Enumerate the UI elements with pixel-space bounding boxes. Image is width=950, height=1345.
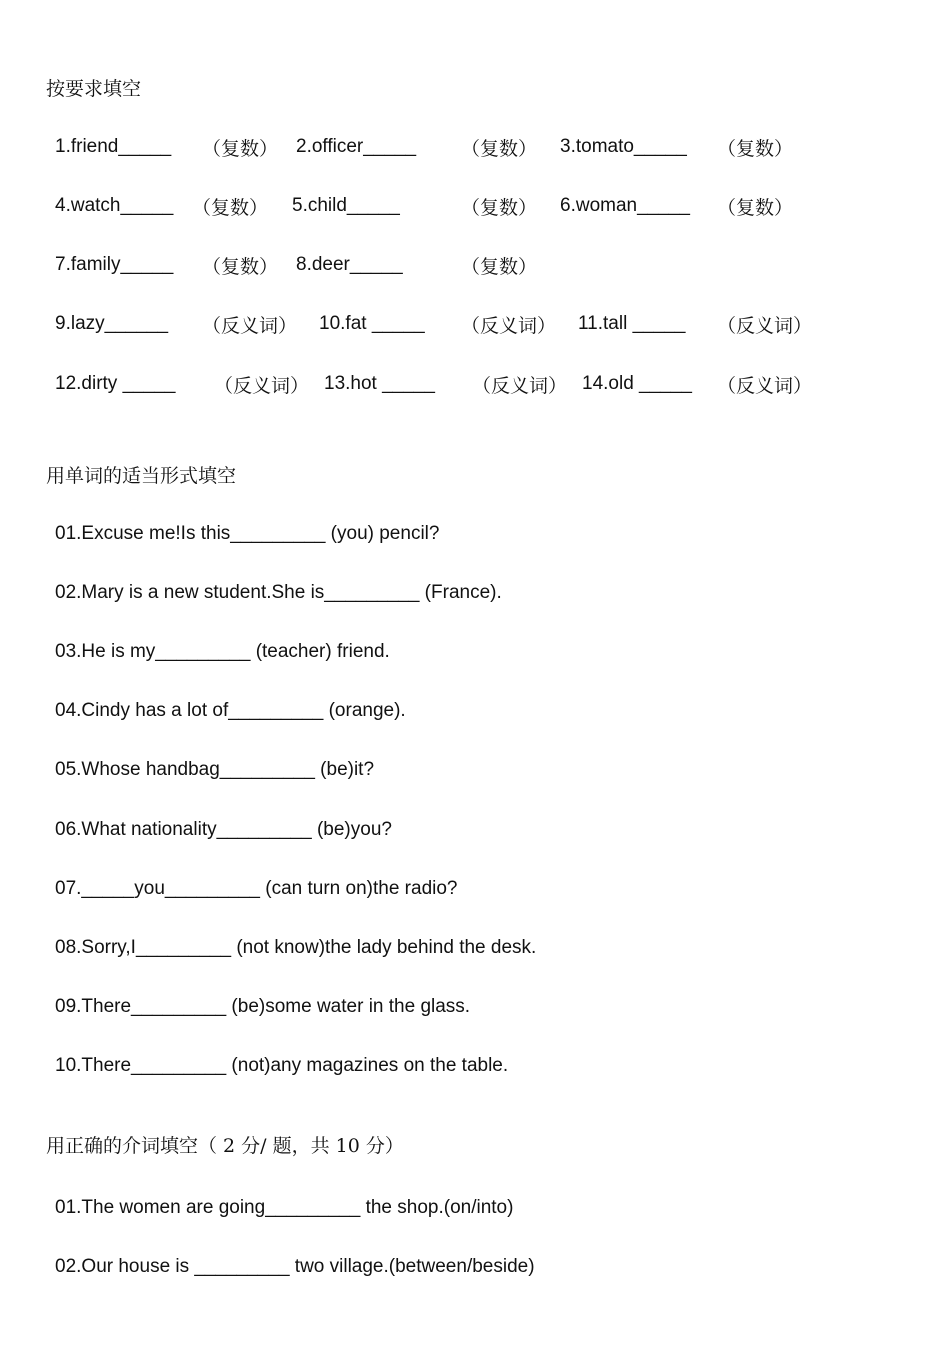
item-11-text: 11.tall _____ bbox=[578, 313, 686, 334]
section2-line-02: 02.Mary is a new student.She is_________ (France). bbox=[55, 582, 502, 603]
section2-line-07: 07._____you_________ (can turn on)the radio? bbox=[55, 878, 458, 899]
item-6-text: 6.woman_____ bbox=[560, 195, 690, 216]
item-10-tag: （反义词） bbox=[461, 315, 557, 337]
section2-line-05: 05.Whose handbag_________ (be)it? bbox=[55, 759, 375, 780]
item-1-tag: （复数） bbox=[202, 138, 279, 160]
item-7-text: 7.family_____ bbox=[55, 254, 174, 275]
item-14-tag: （反义词） bbox=[717, 375, 813, 397]
item-3-text: 3.tomato_____ bbox=[560, 136, 687, 157]
item-12-text: 12.dirty _____ bbox=[55, 373, 176, 394]
item-7-tag: （复数） bbox=[202, 256, 279, 278]
item-9-text: 9.lazy______ bbox=[55, 313, 169, 334]
item-1-text: 1.friend_____ bbox=[55, 136, 172, 157]
section3-heading: 用正确的介词填空（ 2 分/ 题，共 10 分） bbox=[46, 1135, 404, 1157]
section2-line-01: 01.Excuse me!Is this_________ (you) pencil? bbox=[55, 523, 440, 544]
section3-line-02: 02.Our house is _________ two village.(between/beside) bbox=[55, 1256, 535, 1277]
section2-line-04: 04.Cindy has a lot of_________ (orange). bbox=[55, 700, 406, 721]
section2-line-06: 06.What nationality_________ (be)you? bbox=[55, 819, 392, 840]
item-10-text: 10.fat _____ bbox=[319, 313, 425, 334]
item-4-tag: （复数） bbox=[192, 197, 269, 219]
item-13-tag: （反义词） bbox=[472, 375, 568, 397]
section2-line-09: 09.There_________ (be)some water in the glass. bbox=[55, 996, 471, 1017]
item-4-text: 4.watch_____ bbox=[55, 195, 174, 216]
item-9-tag: （反义词） bbox=[202, 315, 298, 337]
item-2-tag: （复数） bbox=[461, 138, 538, 160]
item-11-tag: （反义词） bbox=[717, 315, 813, 337]
item-3-tag: （复数） bbox=[717, 138, 794, 160]
item-12-tag: （反义词） bbox=[214, 375, 310, 397]
section2-line-08: 08.Sorry,I_________ (not know)the lady behind the desk. bbox=[55, 937, 537, 958]
section3-line-01: 01.The women are going_________ the shop.(on/into) bbox=[55, 1197, 514, 1218]
item-8-tag: （复数） bbox=[461, 256, 538, 278]
section2-line-03: 03.He is my_________ (teacher) friend. bbox=[55, 641, 390, 662]
item-6-tag: （复数） bbox=[717, 197, 794, 219]
item-2-text: 2.officer_____ bbox=[296, 136, 417, 157]
item-14-text: 14.old _____ bbox=[582, 373, 692, 394]
item-8-text: 8.deer_____ bbox=[296, 254, 403, 275]
item-13-text: 13.hot _____ bbox=[324, 373, 435, 394]
section2-line-10: 10.There_________ (not)any magazines on the table. bbox=[55, 1055, 509, 1076]
section2-heading: 用单词的适当形式填空 bbox=[46, 465, 237, 487]
item-5-tag: （复数） bbox=[461, 197, 538, 219]
item-5-text: 5.child_____ bbox=[292, 195, 400, 216]
section1-heading: 按要求填空 bbox=[46, 78, 142, 100]
